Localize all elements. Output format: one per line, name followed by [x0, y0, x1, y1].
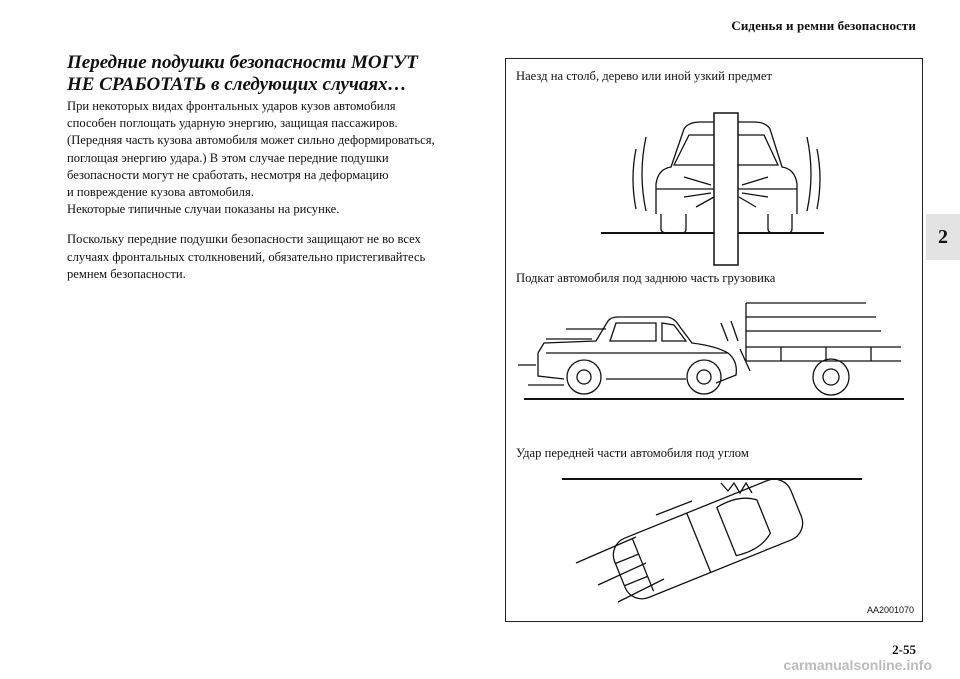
page-header-title: Сиденья и ремни безопасности [731, 18, 916, 33]
figure-caption-truck: Подкат автомобиля под заднюю часть грузовика [516, 271, 776, 285]
paragraph-1: При некоторых видах фронтальных ударов кузов автомобиля способен поглощать ударную энергию, защищая пассажиров. (Передняя часть кузова автомобиля может сильно деформироваться, поглощая энергию удара.) В этом случае передние подушки безопасности могут не сработать, несмотря на деформацию и повреждение кузова автомобиля. Некоторые типичные случаи показаны на рисунке. [67, 99, 435, 217]
truck-underride-illustration [506, 291, 924, 441]
angled-impact-illustration [506, 467, 924, 607]
figure-caption-pole: Наезд на столб, дерево или иной узкий предмет [516, 69, 772, 83]
figure-box [505, 58, 923, 622]
figure-code: AA2001070 [866, 605, 914, 615]
heading-line-2: НЕ СРАБОТАТЬ в следующих случаях… [67, 74, 407, 95]
pole-shape [714, 113, 738, 265]
section-heading [67, 52, 482, 96]
heading-line-1: Передние подушки безопасности МОГУТ [67, 52, 418, 73]
text-column [67, 52, 482, 283]
watermark: carmanualsonline.info [783, 657, 932, 673]
pole-impact-illustration [506, 89, 924, 269]
section-tab: 2 [926, 214, 960, 260]
paragraph-2: Поскольку передние подушки безопасности защищают не во всех случаях фронтальных столкновений, обязательно пристегивайтесь ремнем безопасности. [67, 232, 426, 281]
figure-caption-angle: Удар передней части автомобиля под углом [516, 446, 749, 460]
page-number: 2-55 [892, 642, 916, 657]
